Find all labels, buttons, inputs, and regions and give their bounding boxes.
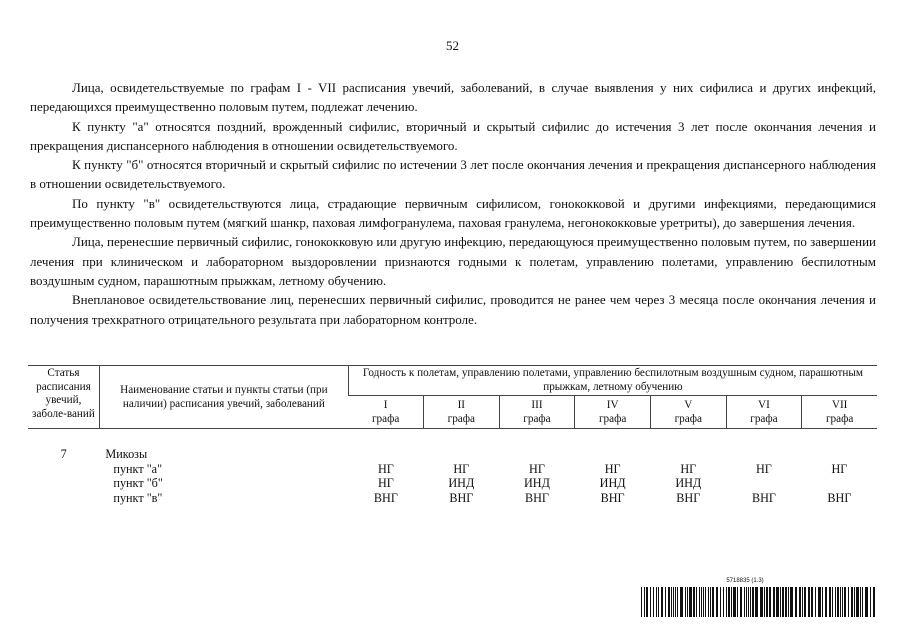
barcode-bar <box>870 587 871 617</box>
barcode-bar <box>673 587 674 617</box>
barcode-bar <box>699 587 700 617</box>
barcode-bar <box>815 587 816 617</box>
barcode-bar <box>708 587 709 617</box>
barcode-bar <box>832 587 833 617</box>
barcode-bar <box>804 587 806 617</box>
page-number: 52 <box>446 38 459 53</box>
value-cell: ВНГ <box>449 490 474 505</box>
barcode-bar <box>646 587 648 617</box>
barcode-bar <box>835 587 836 617</box>
paragraph: К пункту "б" относятся вторичный и скрытый сифилис по истечении 3 лет после окончания лечения и прекращения диспансерного наблюдения в отношении освидетельствуемого. <box>30 157 876 192</box>
barcode-bar <box>689 587 692 617</box>
value-cell: ИНД <box>599 476 626 491</box>
column-header-7: VII графа <box>802 396 877 429</box>
barcode-bar <box>837 587 839 617</box>
barcode-bar <box>650 587 651 617</box>
value-cell <box>802 476 877 491</box>
barcode-bar <box>658 587 659 617</box>
barcode-bar <box>740 587 742 617</box>
barcode-bar <box>748 587 749 617</box>
column-header-5: V графа <box>650 396 726 429</box>
barcode-bar <box>641 587 642 617</box>
barcode-bar <box>737 587 738 617</box>
barcode-bar <box>856 587 859 617</box>
barcode-bar <box>723 587 724 617</box>
barcode-bar <box>665 587 666 617</box>
value-cell: ВНГ <box>827 490 852 505</box>
barcode-bar <box>661 587 663 617</box>
value-cell: ИНД <box>448 476 475 491</box>
barcode-bar <box>799 587 801 617</box>
barcode-bar <box>705 587 706 617</box>
barcode-bar <box>696 587 697 617</box>
paragraph: К пункту "а" относятся поздний, врожденный сифилис, вторичный и скрытый сифилис до истечения 3 лет после окончания лечения и прекращения диспансерного наблюдения в отношении освидетельствуемого. <box>30 118 876 153</box>
barcode-bar <box>873 587 875 617</box>
column-header-6: VI графа <box>726 396 802 429</box>
barcode-bar <box>844 587 846 617</box>
fitness-table <box>28 365 877 505</box>
barcode-bar <box>766 587 768 617</box>
barcode-bar <box>687 587 688 617</box>
barcode-bar <box>644 587 645 617</box>
barcode-bar <box>712 587 714 617</box>
paragraph: Внеплановое освидетельствование лиц, перенесших первичный сифилис, проводится не ранее чем через 3 месяца после окончания лечения и получения трехкратного отрицательного результата при лабораторном контроле. <box>30 292 876 327</box>
column-values-4 <box>575 429 651 506</box>
table-row <box>28 429 877 506</box>
value-cell: ВНГ <box>524 490 549 505</box>
barcode-bar <box>848 587 849 617</box>
value-cell <box>726 476 802 491</box>
item-label: пункт "б" <box>113 476 163 491</box>
column-values-1 <box>348 429 423 506</box>
value-cell: ВНГ <box>600 490 625 505</box>
value-cell: ВНГ <box>751 490 776 505</box>
value-cell: ИНД <box>675 476 702 491</box>
barcode-bar <box>731 587 732 617</box>
barcode-bar <box>744 587 745 617</box>
value-cell: ВНГ <box>373 490 398 505</box>
barcode-bar <box>840 587 841 617</box>
barcode-bar <box>701 587 702 617</box>
barcode-bar <box>716 587 718 617</box>
barcode-bar <box>818 587 821 617</box>
barcode-bar <box>769 587 771 617</box>
barcode-bar <box>726 587 727 617</box>
barcode-bar <box>795 587 797 617</box>
article-title-cell <box>99 429 348 506</box>
value-cell: НГ <box>377 476 394 491</box>
value-cell: НГ <box>529 461 545 476</box>
value-cell: НГ <box>756 461 772 476</box>
column-values-7 <box>802 429 877 506</box>
barcode-bar <box>764 587 765 617</box>
barcode-bar <box>755 587 758 617</box>
barcode-bar <box>693 587 695 617</box>
barcode-bar <box>860 587 861 617</box>
barcode-bar <box>862 587 863 617</box>
barcode-block <box>640 578 878 617</box>
barcode-bar <box>750 587 751 617</box>
article-title: Микозы <box>105 447 148 461</box>
barcode-bar <box>746 587 747 617</box>
article-number: 7 <box>60 447 67 461</box>
column-values-6 <box>726 429 802 506</box>
paragraph: Лица, перенесшие первичный сифилис, гонококковую или другую инфекцию, передающуюся преимущественно половым путем, по завершении лечения при клиническом и лабораторном выздоровлении признаются годными к полетам, управлению полетами, управлению беспилотным воздушным судном, парашютным прыжкам, летному обучению. <box>30 234 876 288</box>
barcode-bar <box>842 587 843 617</box>
barcode-bar <box>825 587 827 617</box>
header-name: Наименование статьи и пункты статьи (при наличии) расписания увечий, заболеваний <box>99 366 348 429</box>
barcode-bar <box>782 587 784 617</box>
header-article: Статья расписания увечий, заболе-ваний <box>28 366 99 429</box>
item-label: пункт "а" <box>113 461 163 476</box>
barcode-bar <box>703 587 704 617</box>
barcode-bar <box>677 587 678 617</box>
value-cell: НГ <box>680 461 697 476</box>
barcode-image <box>640 587 878 617</box>
barcode-bar <box>752 587 754 617</box>
paragraph: Лица, освидетельствуемые по графам I - VII расписания увечий, заболеваний, в случае выявления у них сифилиса и других инфекций, передающихся преимущественно половым путем, подлежат лечению. <box>30 80 876 115</box>
barcode-bar <box>788 587 789 617</box>
value-cell: НГ <box>604 461 621 476</box>
barcode-bar <box>675 587 676 617</box>
barcode-bar <box>785 587 787 617</box>
barcode-bar <box>653 587 654 617</box>
barcode-bar <box>656 587 657 617</box>
value-cell: ВНГ <box>676 490 701 505</box>
barcode-bar <box>773 587 775 617</box>
barcode-bar <box>710 587 711 617</box>
column-values-2 <box>423 429 499 506</box>
value-cell: ИНД <box>524 476 550 491</box>
column-values-3 <box>499 429 575 506</box>
barcode-bar <box>720 587 721 617</box>
item-label: пункт "в" <box>113 490 163 505</box>
barcode-bar <box>680 587 683 617</box>
column-header-2: II графа <box>423 396 499 429</box>
barcode-bar <box>760 587 763 617</box>
barcode-bar <box>685 587 686 617</box>
barcode-bar <box>776 587 779 617</box>
barcode-bar <box>728 587 730 617</box>
header-fitness: Годность к полетам, управлению полетами, управлению беспилотным воздушным судном, парашютным прыжкам, летному обучению <box>348 366 877 396</box>
column-header-3: III графа <box>499 396 575 429</box>
barcode-bar <box>671 587 672 617</box>
barcode-bar <box>668 587 670 617</box>
barcode-bar <box>808 587 810 617</box>
barcode-bar <box>851 587 853 617</box>
barcode-caption: 5718835 (1.3) <box>726 578 764 584</box>
barcode-bar <box>829 587 831 617</box>
body-text <box>30 78 876 329</box>
value-cell: НГ <box>453 461 470 476</box>
column-header-4: IV графа <box>575 396 651 429</box>
column-values-5 <box>650 429 726 506</box>
barcode-bar <box>811 587 813 617</box>
barcode-bar <box>854 587 855 617</box>
barcode-bar <box>790 587 793 617</box>
barcode-bar <box>733 587 736 617</box>
value-cell: НГ <box>377 461 394 476</box>
barcode-bar <box>802 587 803 617</box>
barcode-bar <box>822 587 823 617</box>
value-cell: НГ <box>831 461 848 476</box>
barcode-bar <box>865 587 868 617</box>
barcode-bar <box>780 587 781 617</box>
paragraph: По пункту "в" освидетельствуются лица, страдающие первичным сифилисом, гонококковой и другими инфекциями, передающимися преимущественно половым путем (мягкий шанкр, паховая лимфогранулема, паховая гранулема, негонококковые уретриты), до завершения лечения. <box>30 195 876 231</box>
column-header-1: I графа <box>348 396 423 429</box>
